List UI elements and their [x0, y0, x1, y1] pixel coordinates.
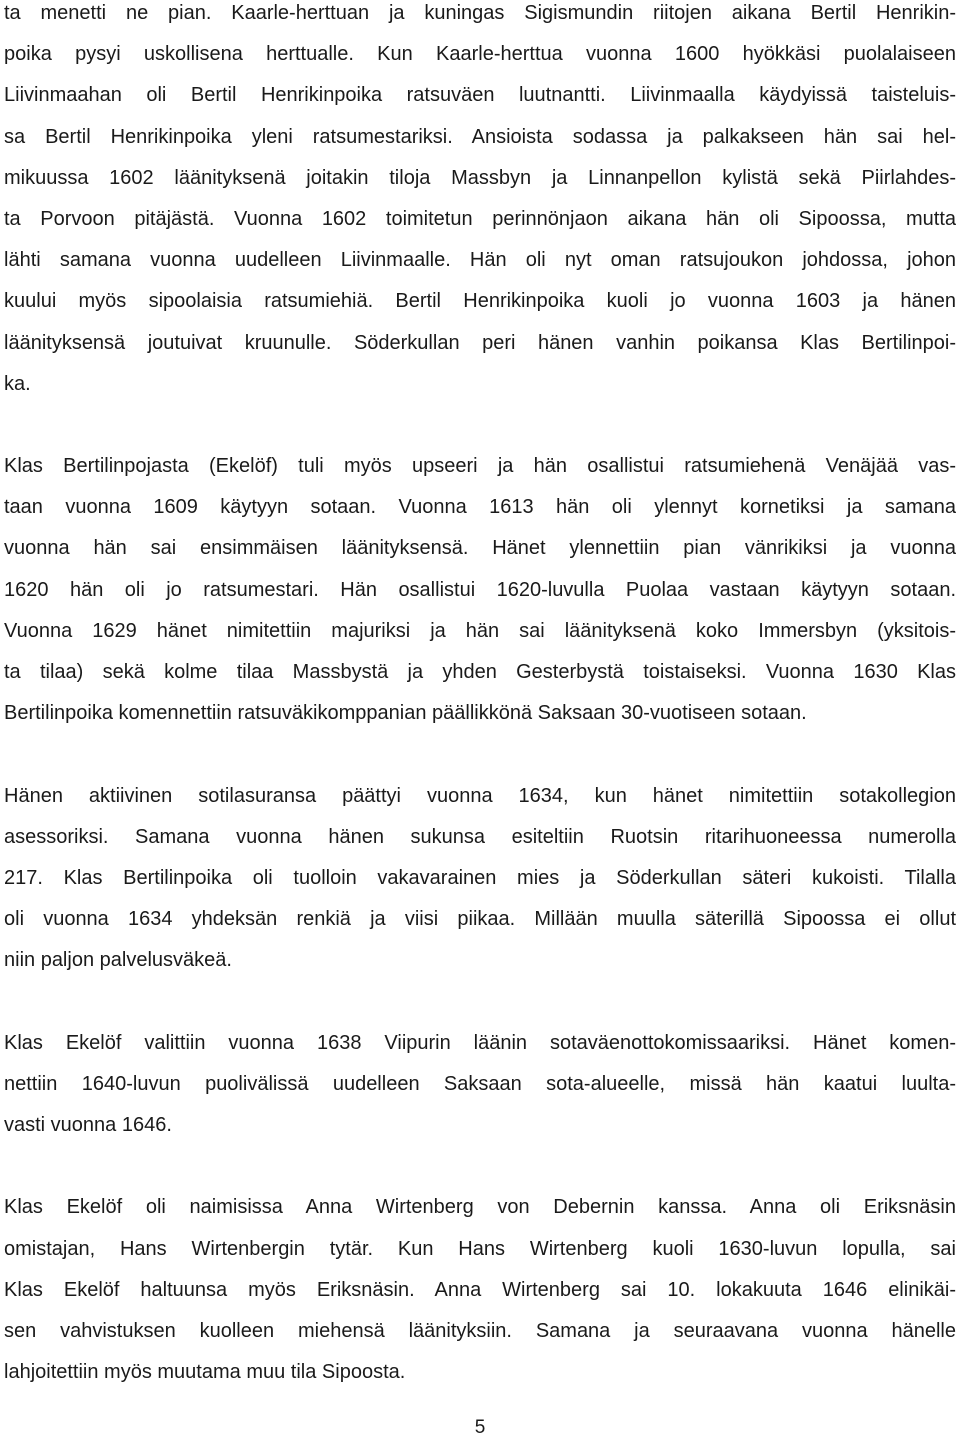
paragraph-gap	[4, 734, 956, 775]
text-line: sen vahvistuksen kuolleen miehensä läänityksiin. Samana ja seuraavana vuonna hänelle	[4, 1320, 956, 1342]
text-line: Bertilinpoika komennettiin ratsuväkikomppanian päällikkönä Saksaan 30-vuotiseen sotaan.	[4, 702, 807, 725]
text-line: lahjoitettiin myös muutama muu tila Sipoosta.	[4, 1361, 406, 1384]
text-line: poika pysyi uskollisena herttualle. Kun Kaarle-herttua vuonna 1600 hyökkäsi puolalaiseen	[4, 43, 956, 66]
paragraph-1	[4, 0, 956, 405]
text-line: niin paljon palvelusväkeä.	[4, 949, 232, 972]
text-line: Liivinmaahan oli Bertil Henrikinpoika ratsuväen luutnantti. Liivinmaalla käydyissä taisteluis-	[4, 84, 956, 107]
text-line: taan vuonna 1609 käytyyn sotaan. Vuonna 1613 hän oli ylennyt kornetiksi ja samana	[4, 496, 956, 519]
text-line: ta Porvoon pitäjästä. Vuonna 1602 toimitetun perinnönjaon aikana hän oli Sipoossa, mutta	[4, 207, 956, 230]
text-line: läänityksensä joutuivat kruunulle. Söderkullan peri hänen vanhin poikansa Klas Bertilinpoi-	[4, 331, 956, 354]
text-line: Hänen aktiivinen sotilasuransa päättyi vuonna 1634, kun hänet nimitettiin sotakollegion	[4, 784, 956, 807]
text-line: lähti samana vuonna uudelleen Liivinmaalle. Hän oli nyt oman ratsujoukon johdossa, johon	[4, 249, 956, 272]
text-line: vasti vuonna 1646.	[4, 1114, 172, 1137]
text-line: omistajan, Hans Wirtenbergin tytär. Kun Hans Wirtenberg kuoli 1630-luvun lopulla, sai	[4, 1237, 956, 1260]
paragraph-5	[4, 1187, 956, 1393]
text-line: nettiin 1640-luvun puolivälissä uudelleen Saksaan sota-alueelle, missä hän kaatui luulta-	[4, 1072, 956, 1095]
paragraph-4	[4, 1023, 956, 1147]
text-line: Klas Ekelöf haltuunsa myös Eriksnäsin. Anna Wirtenberg sai 10. lokakuuta 1646 elinikäi-	[4, 1278, 956, 1301]
text-line: Klas Ekelöf valittiin vuonna 1638 Viipurin läänin sotaväenottokomissaariksi. Hänet komen-	[4, 1031, 956, 1054]
text-line: oli vuonna 1634 yhdeksän renkiä ja viisi piikaa. Millään muulla säterillä Sipoossa ei ollut	[4, 908, 956, 931]
paragraph-gap	[4, 405, 956, 446]
text-line: 217. Klas Bertilinpoika oli tuolloin vakavarainen mies ja Söderkullan säteri kukoisti. Tilalla	[4, 866, 956, 889]
text-line: mikuussa 1602 läänityksenä joitakin tiloja Massbyn ja Linnanpellon kylistä sekä Piirlahdes-	[4, 166, 956, 189]
text-line: ta menetti ne pian. Kaarle-herttuan ja kuningas Sigismundin riitojen aikana Bertil Henrikin-	[4, 2, 956, 24]
text-line: ka.	[4, 372, 31, 395]
paragraph-3	[4, 776, 956, 982]
paragraph-gap	[4, 982, 956, 1023]
text-line: 1620 hän oli jo ratsumestari. Hän osallistui 1620-luvulla Puolaa vastaan käytyyn sotaan.	[4, 578, 956, 601]
text-line: ta tilaa) sekä kolme tilaa Massbystä ja yhden Gesterbystä toistaiseksi. Vuonna 1630 Klas	[4, 661, 956, 683]
paragraph-gap	[4, 1146, 956, 1187]
text-line: Klas Ekelöf oli naimisissa Anna Wirtenberg von Debernin kanssa. Anna oli Eriksnäsin	[4, 1196, 956, 1219]
text-line: asessoriksi. Samana vuonna hänen sukunsa esiteltiin Ruotsin ritarihuoneessa numerolla	[4, 825, 956, 848]
page-number: 5	[474, 1417, 486, 1438]
text-line: sa Bertil Henrikinpoika yleni ratsumestariksi. Ansioista sodassa ja palkakseen hän sai hel-	[4, 125, 956, 148]
text-line: kuului myös sipoolaisia ratsumiehiä. Bertil Henrikinpoika kuoli jo vuonna 1603 ja hänen	[4, 290, 956, 313]
text-line: Klas Bertilinpojasta (Ekelöf) tuli myös upseeri ja hän osallistui ratsumiehenä Venäjää vas-	[4, 455, 956, 478]
paragraph-2	[4, 446, 956, 734]
document-page	[4, 0, 956, 1393]
text-line: Vuonna 1629 hänet nimitettiin majuriksi ja hän sai läänityksenä koko Immersbyn (yksitois-	[4, 619, 956, 642]
text-line: vuonna hän sai ensimmäisen läänityksensä. Hänet ylennettiin pian vänrikiksi ja vuonna	[4, 537, 956, 560]
